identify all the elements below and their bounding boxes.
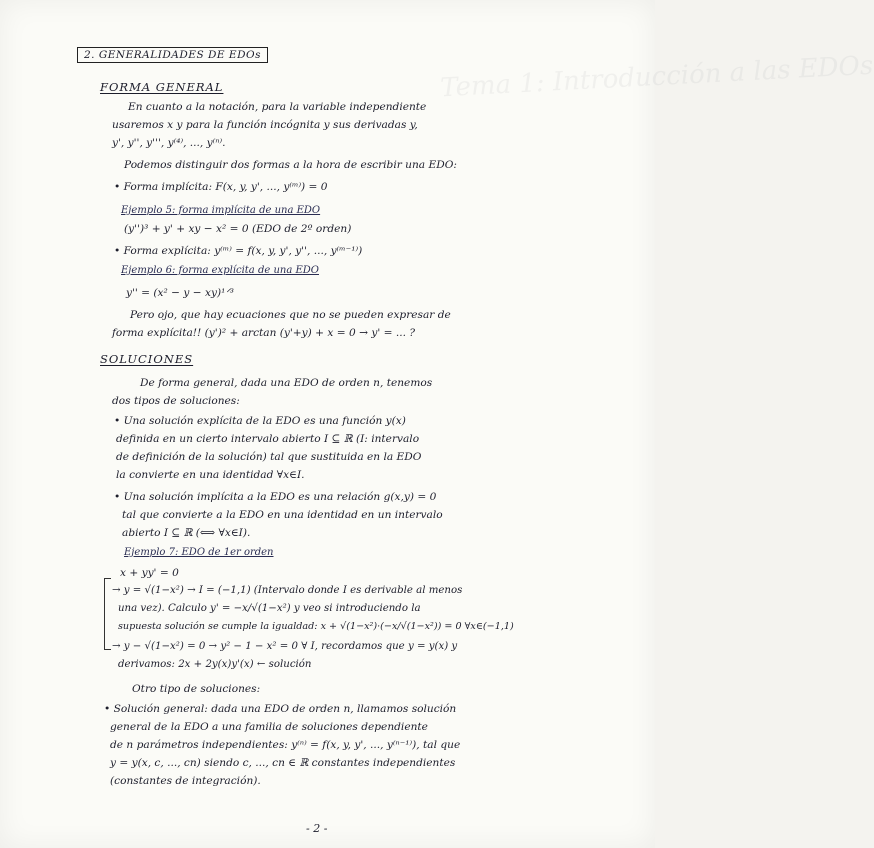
text-line: usaremos x y para la función incógnita y sus derivadas y, (112, 119, 418, 131)
bullet-implicit-form: • Forma implícita: F(x, y, y', ..., y⁽ᵐ⁾) = 0 (114, 181, 328, 193)
text-line: forma explícita!! (y')² + arctan (y'+y) + x = 0 → y' = ... ? (112, 327, 415, 339)
text-line: tal que convierte a la EDO en una identidad en un intervalo (122, 509, 443, 521)
text-line: de n parámetros independientes: y⁽ⁿ⁾ = f(x, y, y', ..., y⁽ⁿ⁻¹⁾), tal que (110, 739, 461, 751)
text-line: (constantes de integración). (110, 775, 261, 787)
example-5-title: Ejemplo 5: forma implícita de una EDO (121, 205, 321, 216)
example-6-title: Ejemplo 6: forma explícita de una EDO (121, 265, 319, 276)
text-line: → y = √(1−x²) → I = (−1,1) (Intervalo donde I es derivable al menos (112, 585, 463, 596)
section-title: 2. GENERALIDADES DE EDOs (77, 47, 268, 63)
text-line: y = y(x, c, ..., cn) siendo c, ..., cn ∈ ℝ constantes independientes (110, 757, 456, 769)
text-line: de definición de la solución) tal que sustituida en la EDO (116, 451, 422, 463)
text-line: dos tipos de soluciones: (112, 395, 240, 407)
text-line: definida en un cierto intervalo abierto I ⊆ ℝ (I: intervalo (116, 433, 420, 445)
text-line: y', y'', y''', y⁽⁴⁾, ..., y⁽ⁿ⁾. (112, 137, 226, 149)
text-line: abierto I ⊆ ℝ (⟺ ∀x∈I). (122, 527, 251, 539)
text-line: Otro tipo de soluciones: (132, 683, 261, 695)
text-line: la convierte en una identidad ∀x∈I. (116, 469, 305, 481)
bleed-through-text: Tema 1: Introducción a las EDOs (439, 50, 874, 104)
example-7-title: Ejemplo 7: EDO de 1er orden (124, 547, 274, 558)
heading-forma-general: FORMA GENERAL (100, 80, 224, 94)
text-line: De forma general, dada una EDO de orden n, tenemos (140, 377, 433, 389)
text-line: Pero ojo, que hay ecuaciones que no se pueden expresar de (130, 309, 451, 321)
text-line: • Una solución explícita de la EDO es una función y(x) (114, 415, 406, 427)
text-line: En cuanto a la notación, para la variable independiente (128, 101, 427, 113)
text-line: → y − √(1−x²) = 0 → y² − 1 − x² = 0 ∀ I, recordamos que y = y(x) y (112, 641, 458, 652)
text-line: una vez). Calculo y' = −x/√(1−x²) y veo si introduciendo la (118, 603, 421, 614)
example-6-equation: y'' = (x² − y − xy)¹ᐟ³ (126, 287, 235, 299)
heading-soluciones: SOLUCIONES (100, 352, 194, 366)
text-line: general de la EDO a una familia de soluciones dependiente (110, 721, 428, 733)
example-7-equation: x + yy' = 0 (120, 567, 179, 579)
text-line: Podemos distinguir dos formas a la hora de escribir una EDO: (124, 159, 457, 171)
example-7-bracket (104, 578, 111, 650)
text-line: • Una solución implícita a la EDO es una relación g(x,y) = 0 (114, 491, 437, 503)
text-line: • Solución general: dada una EDO de orden n, llamamos solución (104, 703, 457, 715)
text-line: derivamos: 2x + 2y(x)y'(x) ← solución (118, 659, 312, 670)
example-5-equation: (y'')³ + y' + xy − x² = 0 (EDO de 2º orden) (124, 223, 352, 235)
text-line: supuesta solución se cumple la igualdad: x + √(1−x²)·(−x/√(1−x²)) = 0 ∀x∈(−1,1) (118, 621, 514, 632)
bullet-explicit-form: • Forma explícita: y⁽ᵐ⁾ = f(x, y, y', y'', ..., y⁽ᵐ⁻¹⁾) (114, 245, 363, 257)
page-number: - 2 - (306, 822, 328, 835)
